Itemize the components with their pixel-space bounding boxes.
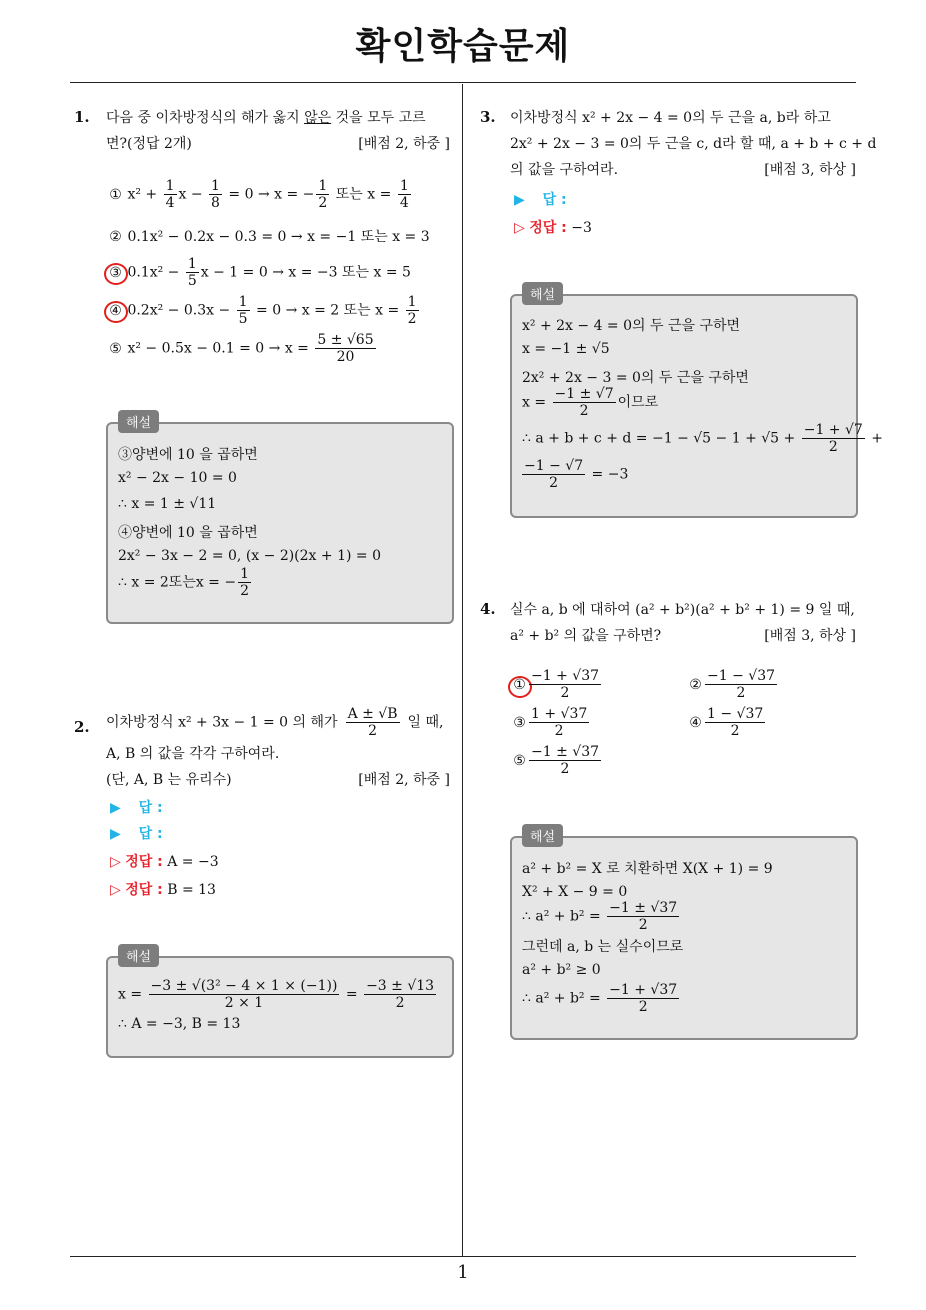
answer-label: 답 : [138, 800, 163, 816]
fraction: $\frac{5 \pm √65}{20}$ [317, 332, 374, 365]
question-4-line2: a² + b² 의 값을 구하면? [510, 628, 662, 644]
question-1-number: 1. [74, 108, 90, 126]
option-marker: ① [513, 676, 526, 693]
outline-arrow-icon: ▷ [514, 220, 525, 236]
option-marker: ② [689, 676, 702, 693]
outline-arrow-icon: ▷ [110, 882, 121, 898]
fraction: $\frac{-1 \pm √7}{2}$ [554, 386, 614, 419]
fraction: $\frac{-1 - √37}{2}$ [707, 668, 776, 701]
q3-sol-line4 [522, 386, 658, 419]
sol-text: ∴ a² + b² = [522, 990, 606, 1007]
sol-text: = [341, 986, 363, 1003]
sol-text: = −3 [587, 466, 629, 483]
option-marker: ① [109, 186, 122, 203]
opt-text: 0.1x² − [127, 264, 184, 281]
q3-sol-line2: x = −1 ± √5 [522, 341, 610, 357]
opt-text: 0.1x² − 0.2x − 0.3 = 0 → x = −1 또는 x = 3 [127, 229, 430, 245]
fraction: $\frac{-1 + √7}{2}$ [803, 422, 863, 455]
q3-sol-line1: x² + 2x − 4 = 0의 두 근을 구하면 [522, 318, 741, 334]
play-arrow-icon: ▶ [110, 800, 121, 816]
fraction: $\frac{-1 \pm √37}{2}$ [609, 900, 678, 933]
q1-text-underlined: 않은 [304, 110, 332, 126]
answer-label: 답 : [138, 826, 163, 842]
opt-text: 또는 x = [331, 186, 396, 203]
correct-label: 정답 : [125, 854, 163, 870]
fraction: $\frac{-1 + √37}{2}$ [531, 668, 600, 701]
option-marker: ⑤ [513, 752, 526, 769]
question-3-line3: 의 값을 구하여라. [510, 162, 619, 178]
option-marker: ③ [109, 264, 122, 281]
q1-sol-line3: ∴ x = 1 ± √11 [118, 496, 217, 512]
fraction: $\frac{1}{5}$ [238, 294, 248, 327]
question-2-line2: A, B 의 값을 각각 구하여라. [106, 746, 280, 762]
q4-sol-line3 [522, 900, 681, 933]
question-4-line1: 실수 a, b 에 대하여 (a² + b²)(a² + b² + 1) = 9 일 때, [510, 602, 855, 618]
question-1-line2: 면?(정답 2개) [106, 136, 192, 152]
correct-value: A = −3 [167, 854, 219, 870]
sol-text: x = [522, 394, 551, 411]
opt-text: x − 1 = 0 → x = −3 또는 x = 5 [200, 264, 411, 281]
q1-sol-line5: 2x² − 3x − 2 = 0, (x − 2)(2x + 1) = 0 [118, 548, 381, 564]
fraction: $\frac{1}{4}$ [399, 178, 409, 211]
q2-correct-2 [110, 880, 216, 900]
option-marker: ② [109, 229, 122, 245]
q4-sol-line6 [522, 982, 681, 1015]
q4-solution-tag: 해설 [522, 824, 563, 847]
option-marker: ④ [689, 714, 702, 731]
fraction: $\frac{-1 \pm √37}{2}$ [531, 744, 600, 777]
q1-option-1[interactable] [108, 178, 413, 211]
q1-option-3[interactable] [108, 256, 411, 289]
q4-sol-line2: X² + X − 9 = 0 [522, 884, 628, 900]
q3-solution-tag: 해설 [522, 282, 563, 305]
q1-text-pre: 다음 중 이차방정식의 해가 옳지 [106, 110, 305, 126]
q3-sol-line5 [522, 422, 883, 455]
play-arrow-icon: ▶ [514, 192, 525, 208]
q1-text-post: 것을 모두 고르 [331, 110, 426, 126]
q3-answer[interactable] [514, 190, 567, 210]
sol-text: ∴ x = 2또는x = − [118, 574, 237, 591]
correct-value: −3 [571, 220, 592, 236]
q1-sol-line6 [118, 566, 253, 599]
option-marker: ④ [109, 302, 122, 319]
fraction: $\frac{1}{2}$ [318, 178, 328, 211]
question-1-line1 [106, 108, 426, 128]
option-marker: ③ [513, 714, 526, 731]
fraction: $\frac{1}{4}$ [165, 178, 175, 211]
question-3-number: 3. [480, 108, 496, 126]
q1-option-4[interactable] [108, 294, 421, 327]
fraction: $\frac{1 + √37}{2}$ [531, 706, 588, 739]
q1-sol-line4: ④양변에 10 을 곱하면 [118, 525, 258, 541]
play-arrow-icon: ▶ [110, 826, 121, 842]
question-4-score: [배점 3, 하상 ] [764, 628, 856, 644]
question-2-number: 2. [74, 718, 90, 736]
q2-answer-1[interactable] [110, 798, 163, 818]
q2-solution-tag: 해설 [118, 944, 159, 967]
q3-correct [514, 218, 592, 238]
sol-text: x = [118, 986, 147, 1003]
q4-option-1[interactable] [512, 668, 603, 701]
fraction: $\frac{-1 + √37}{2}$ [609, 982, 678, 1015]
q4-option-5[interactable] [512, 744, 603, 777]
correct-label: 정답 : [125, 882, 163, 898]
q3-sol-line3: 2x² + 2x − 3 = 0의 두 근을 구하면 [522, 370, 749, 386]
question-3-line1: 이차방정식 x² + 2x − 4 = 0의 두 근을 a, b라 하고 [510, 110, 831, 126]
q1-sol-line2: x² − 2x − 10 = 0 [118, 470, 237, 486]
fraction: $\frac{1}{2}$ [407, 294, 417, 327]
q2-correct-1 [110, 852, 219, 872]
sol-text: + [866, 430, 884, 447]
sol-text: ∴ a + b + c + d = −1 − √5 − 1 + √5 + [522, 430, 800, 447]
answer-label: 답 : [542, 192, 567, 208]
correct-value: B = 13 [167, 882, 216, 898]
q4-sol-line4: 그런데 a, b 는 실수이므로 [522, 939, 684, 955]
opt-text: x² − 0.5x − 0.1 = 0 → x = [127, 340, 314, 357]
opt-text: = 0 → x = − [223, 186, 315, 203]
question-1-score: [배점 2, 하중 ] [358, 136, 450, 152]
column-divider [462, 84, 463, 1256]
sol-text: 이므로 [617, 394, 659, 411]
q3-sol-line6 [522, 458, 628, 491]
fraction: $\frac{A \pm √B}{2}$ [347, 706, 398, 739]
sol-text: ∴ a² + b² = [522, 908, 606, 925]
q2-sol-line1 [118, 978, 438, 1011]
question-2-score: [배점 2, 하중 ] [358, 772, 450, 788]
question-2-line3: (단, A, B 는 유리수) [106, 772, 232, 788]
q4-sol-line1: a² + b² = X 로 치환하면 X(X + 1) = 9 [522, 861, 773, 877]
fraction: $\frac{-1 - √7}{2}$ [524, 458, 584, 491]
page-title: 확인학습문제 [355, 26, 571, 67]
question-3-score: [배점 3, 하상 ] [764, 162, 856, 178]
header-rule [70, 82, 856, 83]
opt-text: x² + [127, 186, 162, 203]
q2-text-post: 일 때, [407, 714, 444, 731]
q1-option-2[interactable] [108, 226, 430, 246]
q2-answer-2[interactable] [110, 824, 163, 844]
q1-solution-tag: 해설 [118, 410, 159, 433]
fraction: $\frac{1}{2}$ [240, 566, 250, 599]
correct-label: 정답 : [529, 220, 567, 236]
question-3-line2: 2x² + 2x − 3 = 0의 두 근을 c, d라 할 때, a + b + c + d [510, 136, 877, 152]
q4-option-3[interactable] [512, 706, 591, 739]
page-number: 1 [457, 1262, 469, 1283]
question-2-line1 [106, 706, 443, 739]
fraction: $\frac{1}{8}$ [211, 178, 220, 211]
q2-sol-line2: ∴ A = −3, B = 13 [118, 1016, 241, 1032]
opt-text: = 0 → x = 2 또는 x = [251, 302, 404, 319]
q4-option-4[interactable] [688, 706, 767, 739]
opt-text: 0.2x² − 0.3x − [127, 302, 235, 319]
opt-text: x − [178, 186, 208, 203]
fraction: $\frac{1}{5}$ [187, 256, 197, 289]
outline-arrow-icon: ▷ [110, 854, 121, 870]
q1-sol-line1: ③양변에 10 을 곱하면 [118, 447, 258, 463]
q4-option-2[interactable] [688, 668, 779, 701]
footer-rule [70, 1256, 856, 1257]
q4-sol-line5: a² + b² ≥ 0 [522, 962, 601, 978]
q1-option-5[interactable] [108, 332, 378, 365]
option-marker: ⑤ [109, 340, 122, 357]
fraction: $\frac{-3 \pm √13}{2}$ [366, 978, 435, 1011]
fraction: $\frac{1 - √37}{2}$ [707, 706, 764, 739]
fraction: $\frac{\text{−3 ± √(3² − 4 × 1 × (−1))}}{2 \times 1}$ [150, 978, 338, 1011]
q2-text-pre: 이차방정식 x² + 3x − 1 = 0 의 해가 [106, 714, 338, 731]
question-4-number: 4. [480, 600, 496, 618]
